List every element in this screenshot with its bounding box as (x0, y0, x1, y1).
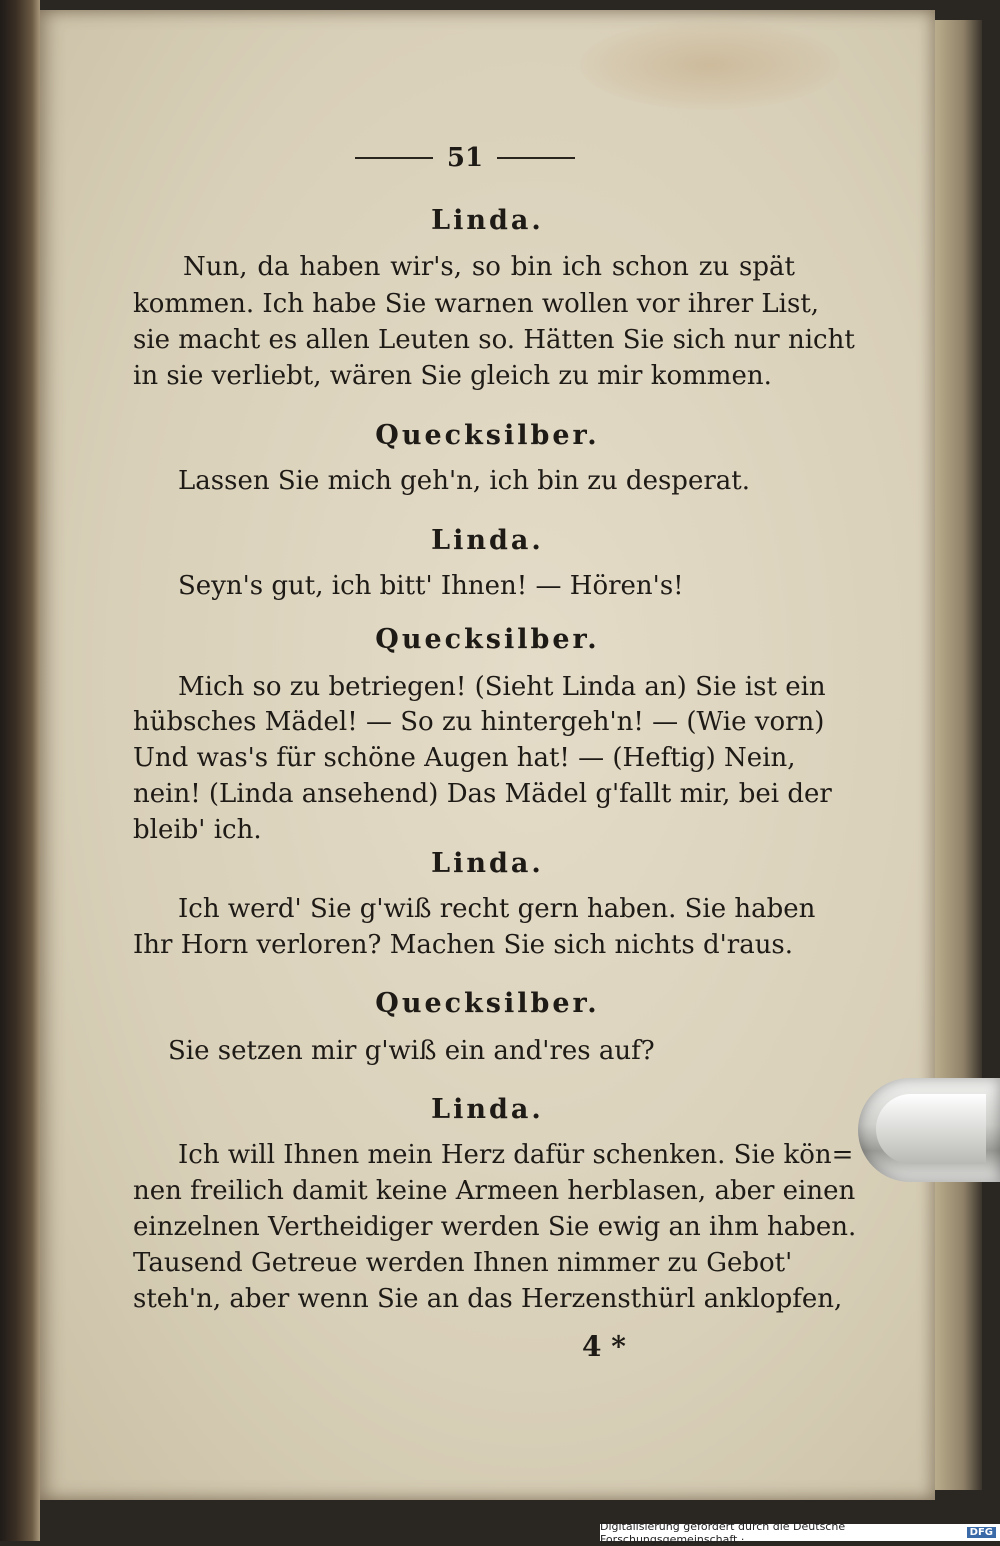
text-line: Sie setzen mir g'wiß ein and'res auf? (168, 1036, 655, 1066)
header-rule-right (497, 157, 575, 159)
header-rule-left (355, 157, 433, 159)
glass-page-clip (858, 1078, 1000, 1182)
text-line: Mich so zu betriegen! (Sieht Linda an) Sie ist ein (178, 672, 826, 702)
text-line: einzelnen Vertheidiger werden Sie ewig an ihm haben. (133, 1212, 857, 1242)
text-line: hübsches Mädel! — So zu hintergeh'n! — (Wie vorn) (133, 707, 825, 737)
text-line: in sie verliebt, wären Sie gleich zu mir kommen. (133, 361, 772, 391)
text-line: Ich werd' Sie g'wiß recht gern haben. Sie haben (178, 894, 816, 924)
text-line: steh'n, aber wenn Sie an das Herzensthürl anklopfen, (133, 1284, 843, 1314)
text-line: nein! (Linda ansehend) Das Mädel g'fallt mir, bei der (133, 779, 832, 809)
text-line: nen freilich damit keine Armeen herblasen, aber einen (133, 1176, 856, 1206)
text-line: bleib' ich. (133, 815, 262, 845)
book-gutter-left (0, 0, 40, 1541)
page-header (355, 140, 575, 176)
text-line: kommen. Ich habe Sie warnen wollen vor ihrer List, (133, 289, 820, 319)
digitization-footer (600, 1519, 1000, 1546)
text-line: Seyn's gut, ich bitt' Ihnen! — Hören's! (178, 571, 684, 601)
catchword: 4 * (582, 1330, 626, 1363)
text-line: Tausend Getreue werden Ihnen nimmer zu Gebot' (133, 1248, 793, 1278)
footer-text: Digitalisierung gefördert durch die Deutsche Forschungsgemeinschaft · (600, 1519, 846, 1546)
dfg-logo: DFG (967, 1527, 996, 1538)
text-line: Ich will Ihnen mein Herz dafür schenken. Sie kön= (178, 1140, 854, 1170)
speaker-name: Quecksilber. (375, 624, 600, 655)
text-line: sie macht es allen Leuten so. Hätten Sie sich nur nicht (133, 325, 855, 355)
speaker-name: Linda. (431, 848, 544, 879)
speaker-name: Linda. (431, 205, 544, 236)
water-stain (580, 20, 840, 110)
glass-page-clip-highlight (876, 1094, 986, 1164)
text-line: Nun, da haben wir's, so bin ich schon zu spät (183, 252, 795, 282)
speaker-name: Linda. (431, 525, 544, 556)
speaker-name: Quecksilber. (375, 420, 600, 451)
page-number: 51 (446, 143, 484, 173)
text-line: Ihr Horn verloren? Machen Sie sich nichts d'raus. (133, 930, 794, 960)
text-line: Und was's für schöne Augen hat! — (Heftig) Nein, (133, 743, 796, 773)
speaker-name: Linda. (431, 1094, 544, 1125)
text-line: Lassen Sie mich geh'n, ich bin zu desperat. (178, 466, 750, 496)
speaker-name: Quecksilber. (375, 988, 600, 1019)
